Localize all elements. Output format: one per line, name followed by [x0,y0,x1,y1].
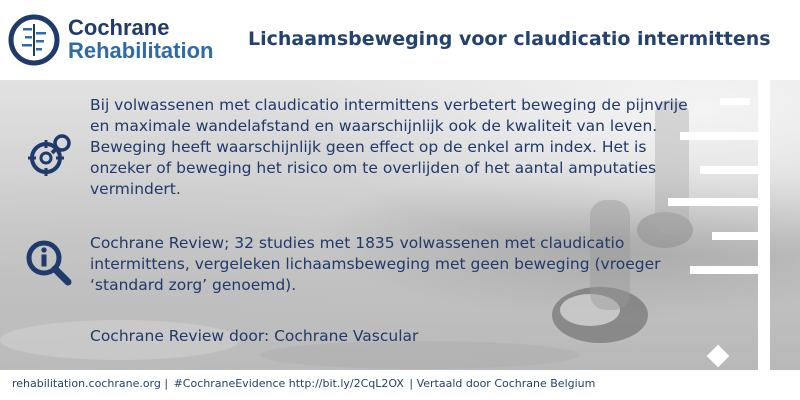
summary-text: Bij volwassenen met claudicatio intermittens verbetert beweging de pijnvrije en maximale wandelafstand en waarschijnlijk ook de kwaliteit van leven. Beweging heeft waarschijnlijk geen effect op de enkel arm index. Het is onzeker of beweging het risico om te overlijden of het aantal amputaties vermindert. [90,96,688,198]
header [0,0,800,80]
brand-line1: Cochrane [68,15,170,40]
brand-name [68,16,213,62]
cochrane-logo-icon [8,14,60,66]
footer [0,370,800,400]
background-photo [0,80,800,370]
content [0,80,800,370]
info-magnifier-icon [24,238,74,288]
review-details-text: Cochrane Review; 32 studies met 1835 volwassenen met claudicatio intermittens, vergeleken lichaamsbeweging met geen beweging (vroeger ‘standard zorg’ genoemd). [90,234,661,294]
hashtag-link[interactable]: #CochraneEvidence http://bit.ly/2CqL2OX [173,377,404,390]
target-magnifier-icon [24,130,74,180]
brand-line2: Rehabilitation [68,38,214,63]
footer-text [12,377,597,390]
page-title: Lichaamsbeweging voor claudicatio intermittens [248,28,771,50]
translation-credit: | Vertaald door Cochrane Belgium [409,377,596,390]
review-credit-text: Cochrane Review door: Cochrane Vascular [90,327,419,345]
site-link[interactable]: rehabilitation.cochrane.org | [12,377,169,390]
